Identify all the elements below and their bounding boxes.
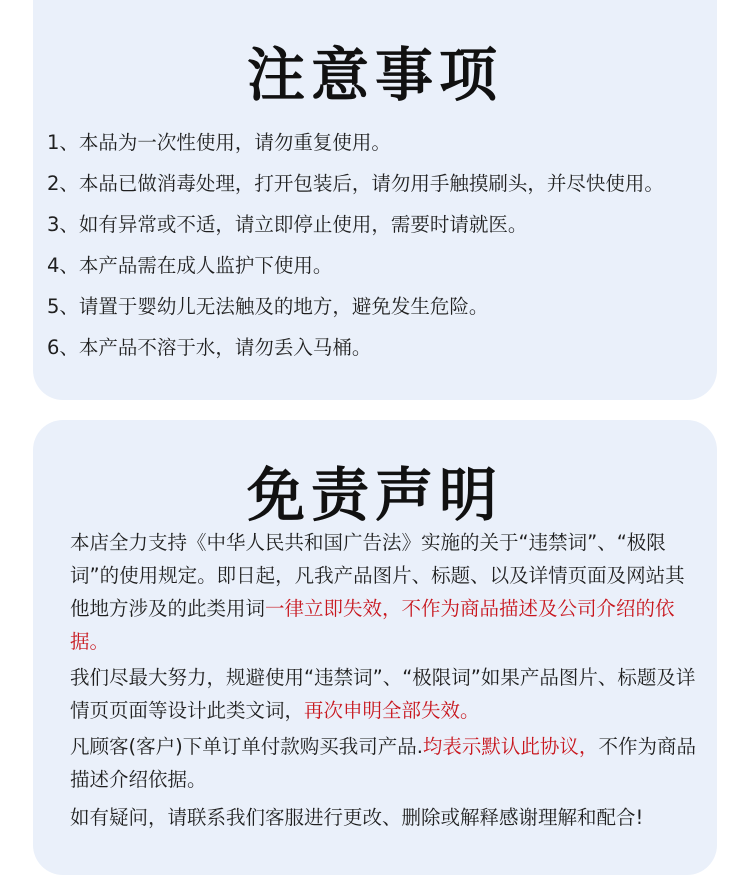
disclaimer-body: [70, 526, 700, 837]
notes-list: [47, 122, 664, 368]
note-item-6: 6、本产品不溶于水，请勿丢入马桶。: [47, 336, 372, 359]
note-item-1: 1、本品为一次性使用，请勿重复使用。: [47, 131, 391, 154]
disclaimer-p3-highlight: 均表示默认此协议，: [422, 735, 599, 758]
note-item-4: 4、本产品需在成人监护下使用。: [47, 254, 333, 277]
disclaimer-p1-text: 本店全力支持《中华人民共和国广告法》实施的关于“违禁词”、“极限词”的使用规定。即日起，凡我产品图片、标题、以及详情页面及网站其他地方涉及的此类用词: [70, 531, 685, 620]
disclaimer-p3-end: 不作为商品描述介绍依据。: [70, 735, 696, 791]
notes-card: [33, 0, 717, 400]
disclaimer-card: [33, 420, 717, 875]
disclaimer-title: 免责声明: [246, 461, 503, 529]
note-item-2: 2、本品已做消毒处理，打开包装后，请勿用手触摸刷头，并尽快使用。: [47, 172, 664, 195]
disclaimer-p2-text: 我们尽最大努力，规避使用“违禁词”、“极限词”如果产品图片、标题及详情页页面等设计此类文词，: [70, 666, 696, 722]
disclaimer-paragraph-3: [70, 730, 700, 796]
note-item-3: 3、如有异常或不适，请立即停止使用，需要时请就医。: [47, 213, 528, 236]
notes-title: 注意事项: [246, 41, 503, 109]
disclaimer-p2-highlight: 再次申明全部失效。: [304, 699, 480, 722]
disclaimer-p1-highlight: 一律立即失效，不作为商品描述及公司介绍的依据。: [70, 597, 675, 653]
note-item-5: 5、请置于婴幼儿无法触及的地方，避免发生危险。: [47, 295, 489, 318]
disclaimer-paragraph-2: [70, 661, 700, 727]
disclaimer-p3-text: 凡顾客(客户)下单订单付款购买我司产品.: [70, 735, 423, 758]
disclaimer-paragraph-4: 如有疑问，请联系我们客服进行更改、删除或解释感谢理解和配合!: [70, 806, 644, 829]
disclaimer-paragraph-1: [70, 526, 700, 658]
